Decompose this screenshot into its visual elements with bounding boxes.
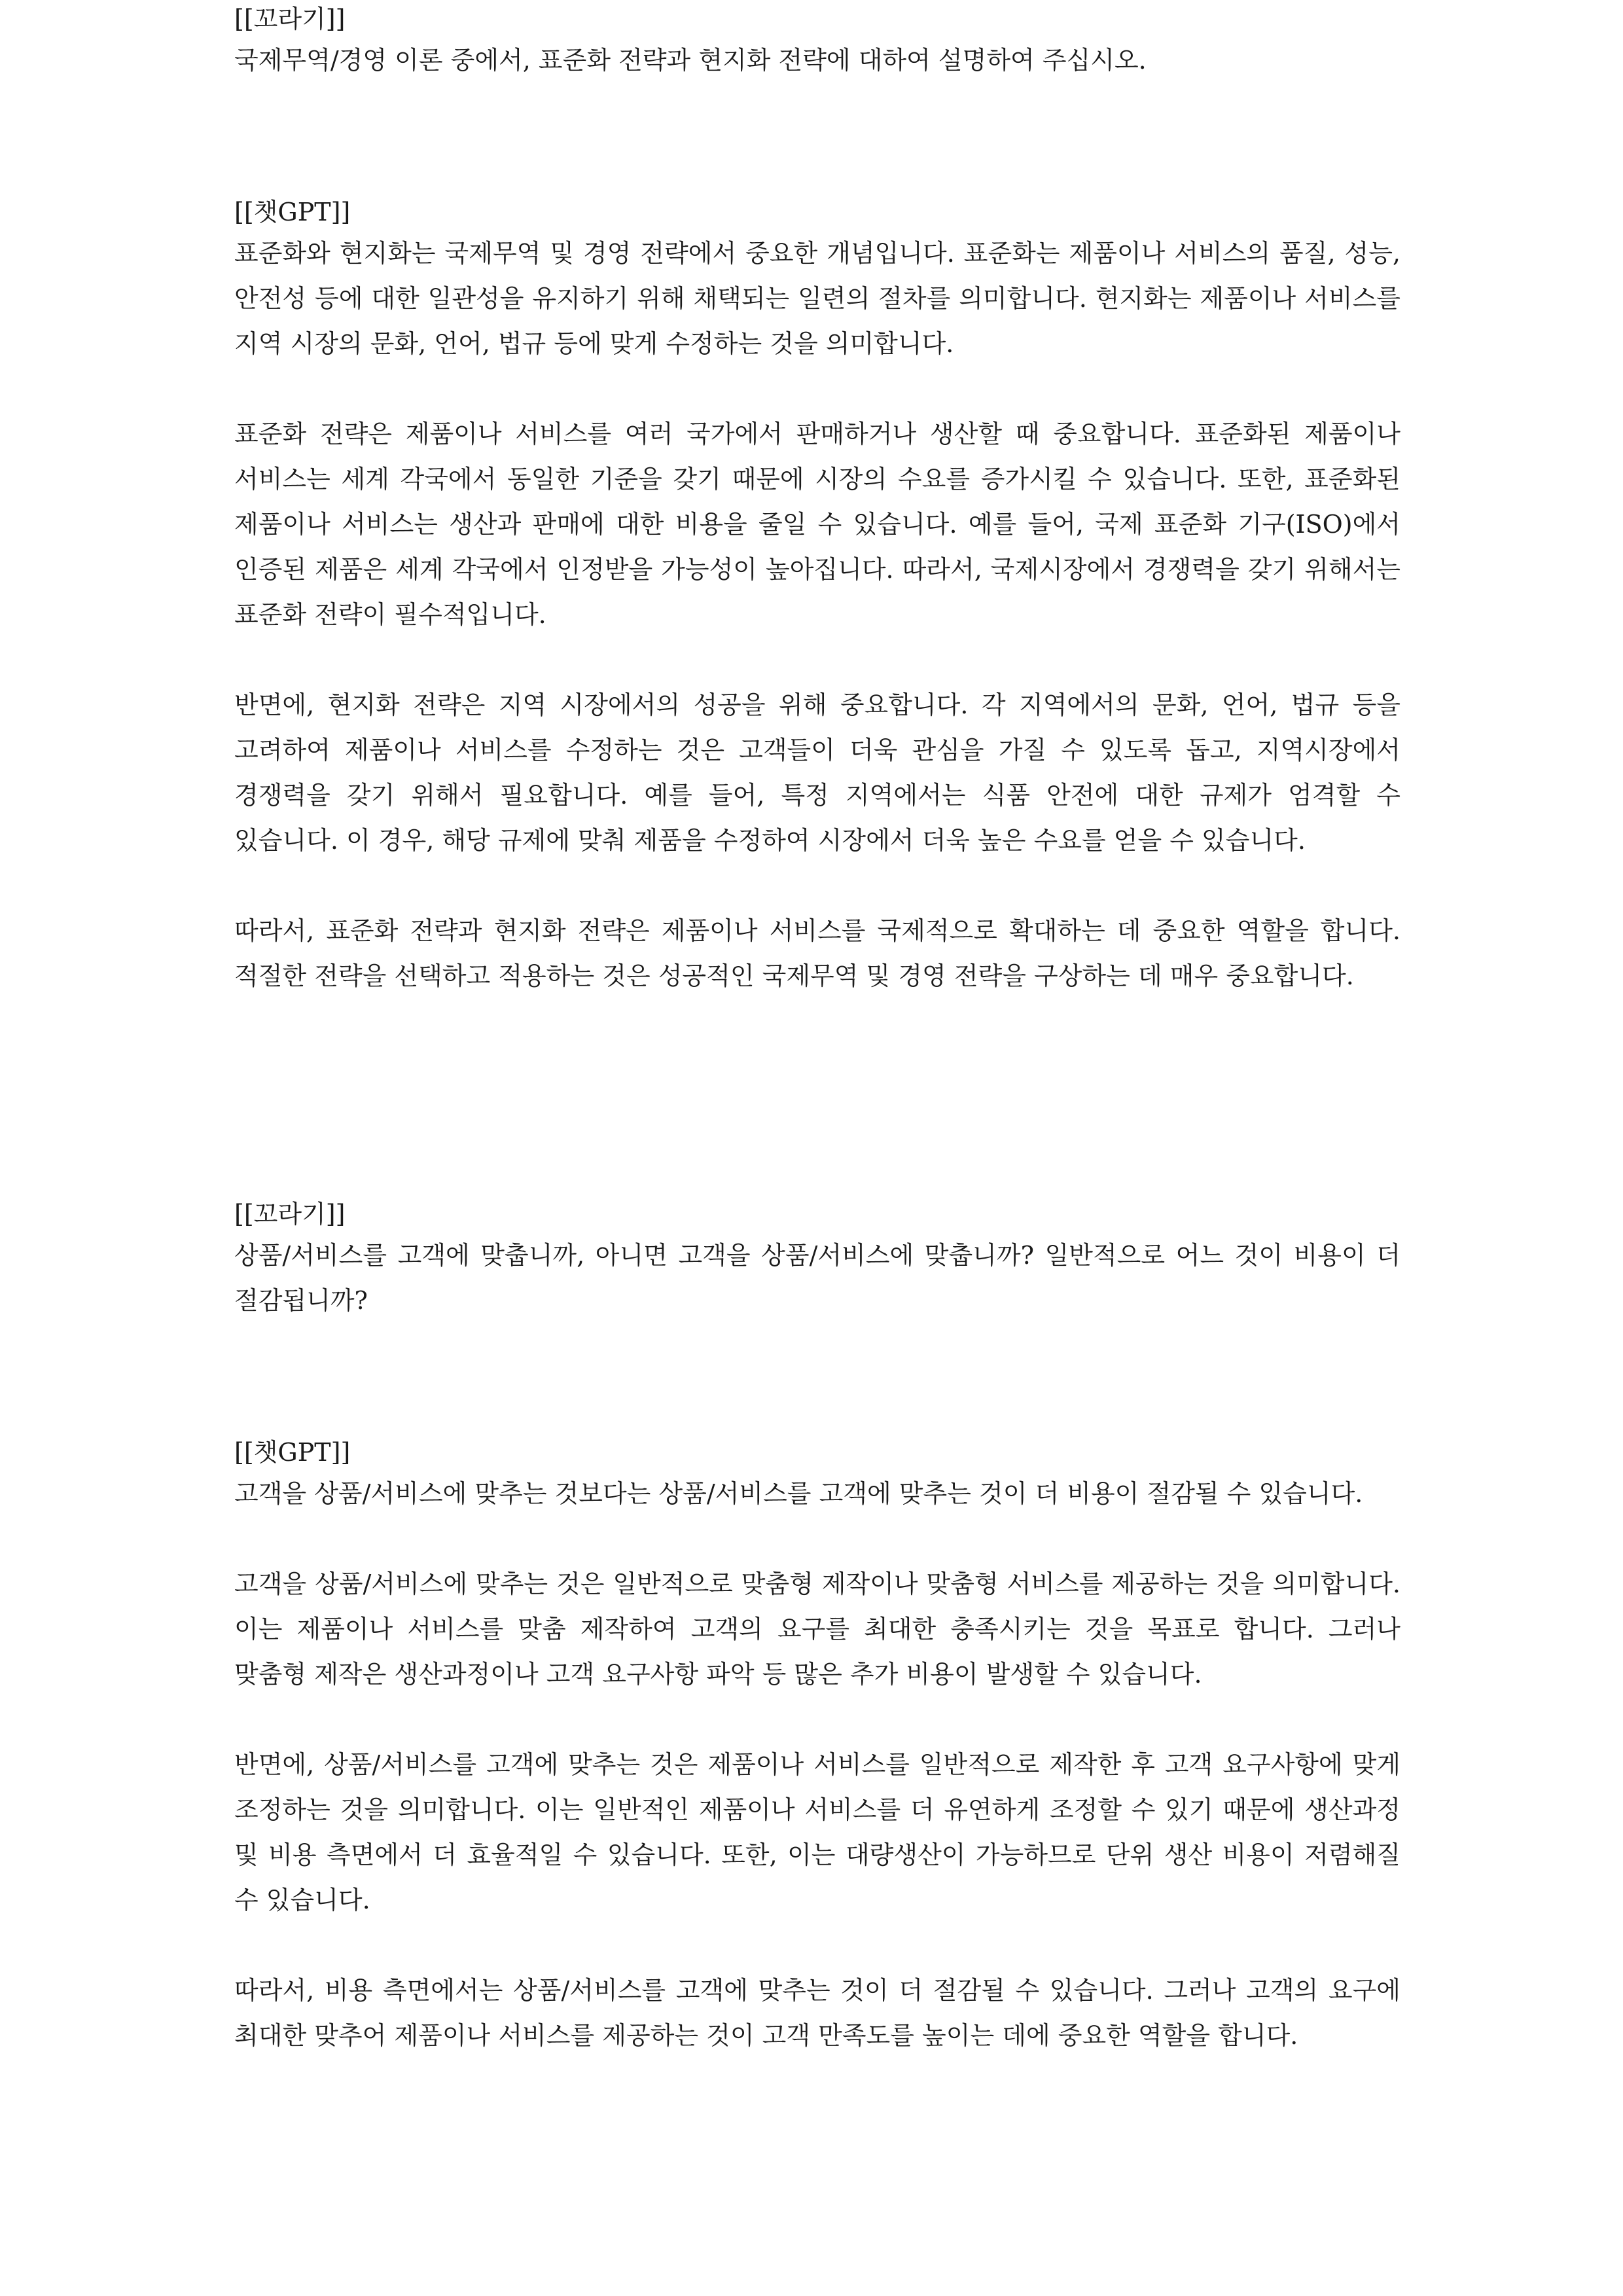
- assistant-paragraph: 고객을 상품/서비스에 맞추는 것보다는 상품/서비스를 고객에 맞추는 것이 더 비용이 절감될 수 있습니다.: [234, 1479, 1363, 1508]
- user-message: [234, 1195, 1400, 1323]
- assistant-speaker-label: [[챗GPT]]: [234, 198, 351, 226]
- assistant-message: [234, 193, 1400, 999]
- document-page: [234, 0, 1400, 2058]
- assistant-paragraph: 따라서, 표준화 전략과 현지화 전략은 제품이나 서비스를 국제적으로 확대하는 데 중요한 역할을 합니다. 적절한 전략을 선택하고 적용하는 것은 성공적인 국제무역 및 경영 전략을 구상하는 데 매우 중요합니다.: [234, 916, 1400, 990]
- assistant-paragraph: 반면에, 상품/서비스를 고객에 맞추는 것은 제품이나 서비스를 일반적으로 제작한 후 고객 요구사항에 맞게 조정하는 것을 의미합니다. 이는 일반적인 제품이나 서비스를 더 유연하게 조정할 수 있기 때문에 생산과정 및 비용 측면에서 더 효율적일 수 있습니다. 또한, 이는 대량생산이 가능하므로 단위 생산 비용이 저렴해질 수 있습니다.: [234, 1750, 1400, 1914]
- user-question: 상품/서비스를 고객에 맞춥니까, 아니면 고객을 상품/서비스에 맞춥니까? 일반적으로 어느 것이 비용이 더 절감됩니까?: [234, 1241, 1400, 1315]
- assistant-paragraph: 표준화 전략은 제품이나 서비스를 여러 국가에서 판매하거나 생산할 때 중요합니다. 표준화된 제품이나 서비스는 세계 각국에서 동일한 기준을 갖기 때문에 시장의 수요를 증가시킬 수 있습니다. 또한, 표준화된 제품이나 서비스는 생산과 판매에 대한 비용을 줄일 수 있습니다. 예를 들어, 국제 표준화 기구(ISO)에서 인증된 제품은 세계 각국에서 인정받을 가능성이 높아집니다. 따라서, 국제시장에서 경쟁력을 갖기 위해서는 표준화 전략이 필수적입니다.: [234, 420, 1400, 629]
- assistant-paragraph: 반면에, 현지화 전략은 지역 시장에서의 성공을 위해 중요합니다. 각 지역에서의 문화, 언어, 법규 등을 고려하여 제품이나 서비스를 수정하는 것은 고객들이 더욱 관심을 가질 수 있도록 돕고, 지역시장에서 경쟁력을 갖기 위해서 필요합니다. 예를 들어, 특정 지역에서는 식품 안전에 대한 규제가 엄격할 수 있습니다. 이 경우, 해당 규제에 맞춰 제품을 수정하여 시장에서 더욱 높은 수요를 얻을 수 있습니다.: [234, 691, 1400, 855]
- assistant-paragraph: 표준화와 현지화는 국제무역 및 경영 전략에서 중요한 개념입니다. 표준화는 제품이나 서비스의 품질, 성능, 안전성 등에 대한 일관성을 유지하기 위해 채택되는 일련의 절차를 의미합니다. 현지화는 제품이나 서비스를 지역 시장의 문화, 언어, 법규 등에 맞게 수정하는 것을 의미합니다.: [234, 239, 1400, 358]
- user-message: [234, 0, 1400, 83]
- assistant-message: [234, 1433, 1400, 2058]
- assistant-paragraph: 따라서, 비용 측면에서는 상품/서비스를 고객에 맞추는 것이 더 절감될 수 있습니다. 그러나 고객의 요구에 최대한 맞추어 제품이나 서비스를 제공하는 것이 고객 만족도를 높이는 데에 중요한 역할을 합니다.: [234, 1976, 1400, 2050]
- user-question: 국제무역/경영 이론 중에서, 표준화 전략과 현지화 전략에 대하여 설명하여 주십시오.: [234, 46, 1147, 75]
- user-speaker-label: [[꼬라기]]: [234, 5, 346, 33]
- user-speaker-label: [[꼬라기]]: [234, 1200, 346, 1229]
- assistant-paragraph: 고객을 상품/서비스에 맞추는 것은 일반적으로 맞춤형 제작이나 맞춤형 서비스를 제공하는 것을 의미합니다. 이는 제품이나 서비스를 맞춤 제작하여 고객의 요구를 최대한 충족시키는 것을 목표로 합니다. 그러나 맞춤형 제작은 생산과정이나 고객 요구사항 파악 등 많은 추가 비용이 발생할 수 있습니다.: [234, 1570, 1400, 1689]
- assistant-speaker-label: [[챗GPT]]: [234, 1438, 351, 1467]
